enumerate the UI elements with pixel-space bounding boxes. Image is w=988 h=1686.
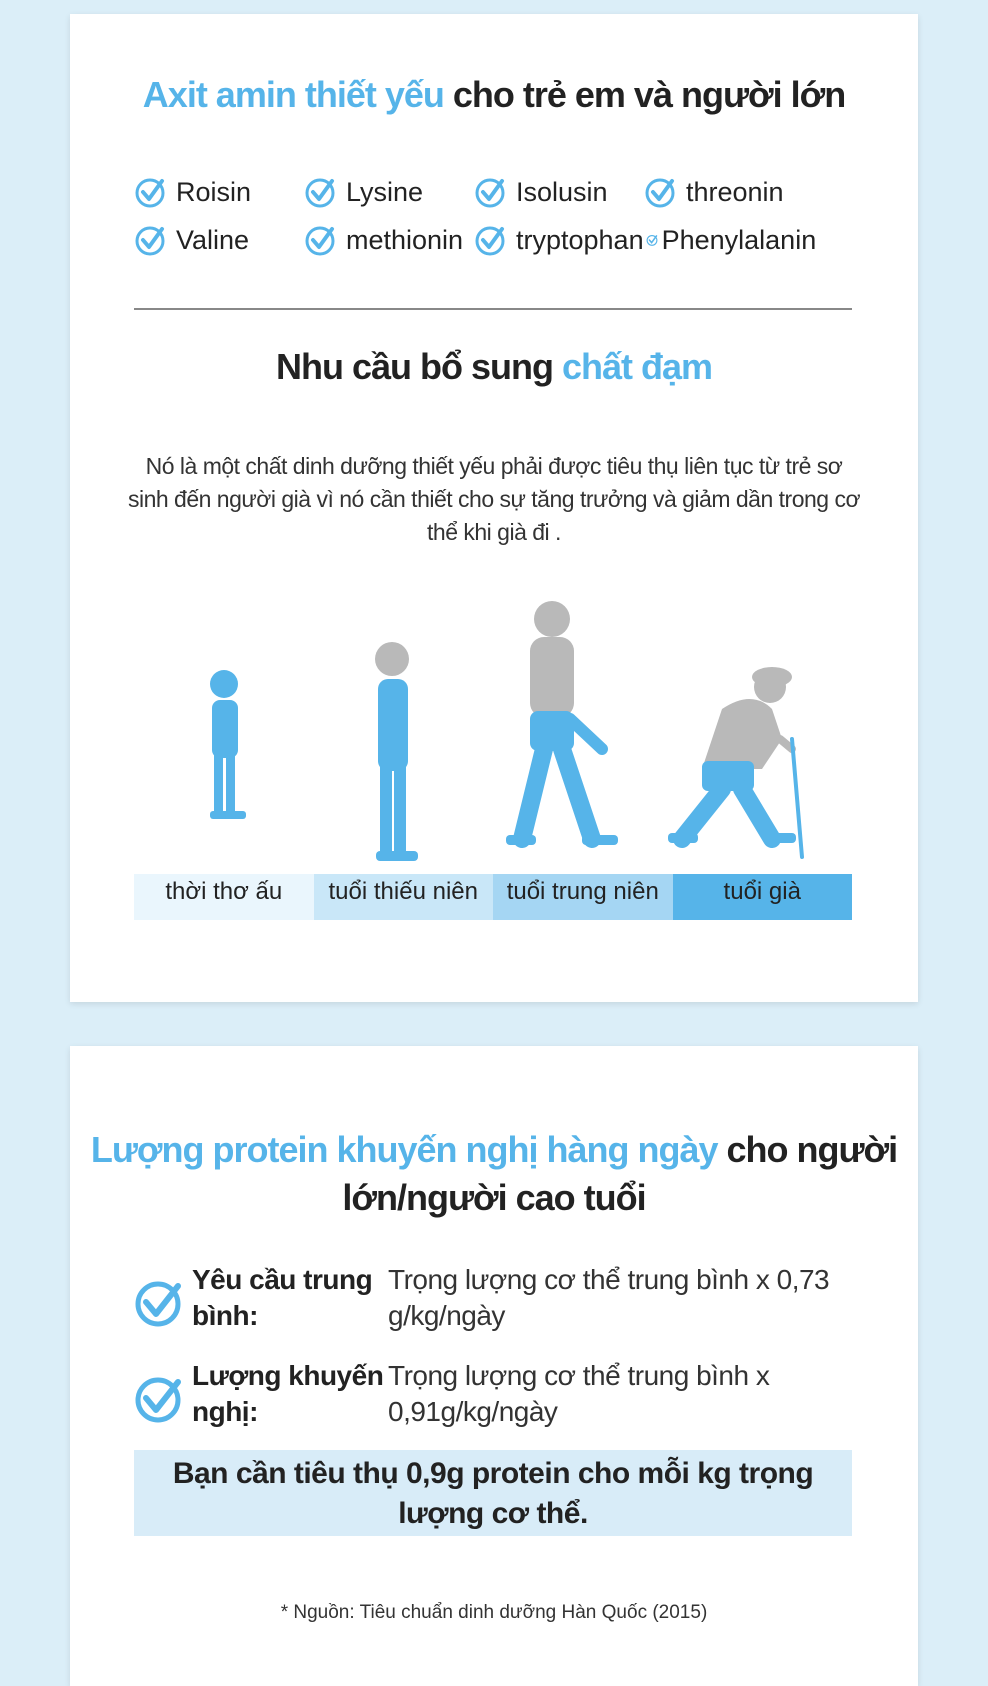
section-divider — [134, 308, 852, 310]
amino-acid-label: threonin — [686, 176, 784, 207]
daily-protein-title — [70, 1126, 918, 1222]
protein-need-paragraph: Nó là một chất dinh dưỡng thiết yếu phải được tiêu thụ liên tục từ trẻ sơ sinh đến người già vì nó cần thiết cho sự tăng trưởng và giảm dần trong cơ thể khi già đi . — [127, 453, 861, 545]
amino-acid-card — [70, 14, 918, 1002]
amino-acid-label: Phenylalanin — [661, 224, 817, 255]
source-note: * Nguồn: Tiêu chuẩn dinh dưỡng Hàn Quốc (2015) — [280, 1602, 708, 1623]
child-figure — [210, 670, 246, 819]
daily-protein-title-highlight: Lượng protein khuyến nghị hàng ngày — [90, 1129, 718, 1170]
protein-need-title-highlight: chất đạm — [561, 346, 713, 387]
amino-acid-label: Roisin — [176, 176, 252, 207]
amino-acid-title-rest: cho trẻ em và người lớn — [443, 74, 846, 115]
protein-need-title — [70, 346, 918, 388]
amino-acid-title — [70, 74, 918, 116]
amino-acid-label: methionin — [346, 224, 464, 255]
check-circle-icon — [644, 176, 676, 208]
adult-figure — [506, 601, 618, 845]
amino-acid-label: Isolusin — [516, 176, 608, 207]
requirement-label: Lượng khuyến nghị: — [192, 1360, 384, 1427]
life-stage-figures — [134, 599, 852, 869]
stage-adolescence: tuổi thiếu niên — [314, 874, 494, 920]
requirement-average — [134, 1262, 854, 1334]
protein-summary-highlight: Bạn cần tiêu thụ 0,9g protein cho mỗi kg trọng lượng cơ thể. — [134, 1450, 852, 1536]
stage-old-age: tuổi già — [673, 874, 853, 920]
amino-acid-item — [474, 224, 816, 256]
amino-acid-label: Lysine — [346, 176, 424, 207]
teen-figure — [375, 642, 418, 861]
amino-acid-item — [134, 176, 251, 208]
check-circle-icon — [304, 224, 336, 256]
stage-childhood: thời thơ ấu — [134, 874, 314, 920]
amino-acid-label: tryptophan — [516, 224, 644, 255]
requirement-label: Yêu cầu trung bình: — [192, 1264, 373, 1331]
amino-acid-title-highlight: Axit amin thiết yếu — [142, 74, 444, 115]
amino-acid-item — [474, 176, 608, 208]
check-circle-icon — [134, 1372, 186, 1424]
check-circle-icon — [304, 176, 336, 208]
check-circle-icon — [646, 234, 658, 246]
requirement-recommended — [134, 1358, 854, 1430]
amino-acid-item — [644, 176, 784, 208]
amino-acid-item — [304, 224, 463, 256]
check-circle-icon — [134, 176, 166, 208]
life-stage-bar — [134, 874, 852, 920]
check-circle-icon — [134, 224, 166, 256]
requirement-value: Trọng lượng cơ thể trung bình x 0,91g/kg/ngày — [388, 1360, 770, 1427]
amino-acid-item — [134, 224, 249, 256]
requirement-value: Trọng lượng cơ thể trung bình x 0,73 g/kg/ngày — [388, 1264, 830, 1331]
protein-need-title-plain: Nhu cầu bổ sung — [275, 346, 562, 387]
check-circle-icon — [474, 176, 506, 208]
daily-protein-card — [70, 1046, 918, 1686]
amino-acid-item — [304, 176, 423, 208]
check-circle-icon — [134, 1276, 186, 1328]
elderly-figure — [668, 667, 802, 857]
amino-acid-label: Valine — [176, 224, 250, 255]
amino-acid-list — [134, 176, 854, 276]
stage-middle-age: tuổi trung niên — [493, 874, 673, 920]
check-circle-icon — [474, 224, 506, 256]
daily-protein-title-rest: cho người lớn/người cao tuổi — [342, 1129, 898, 1218]
